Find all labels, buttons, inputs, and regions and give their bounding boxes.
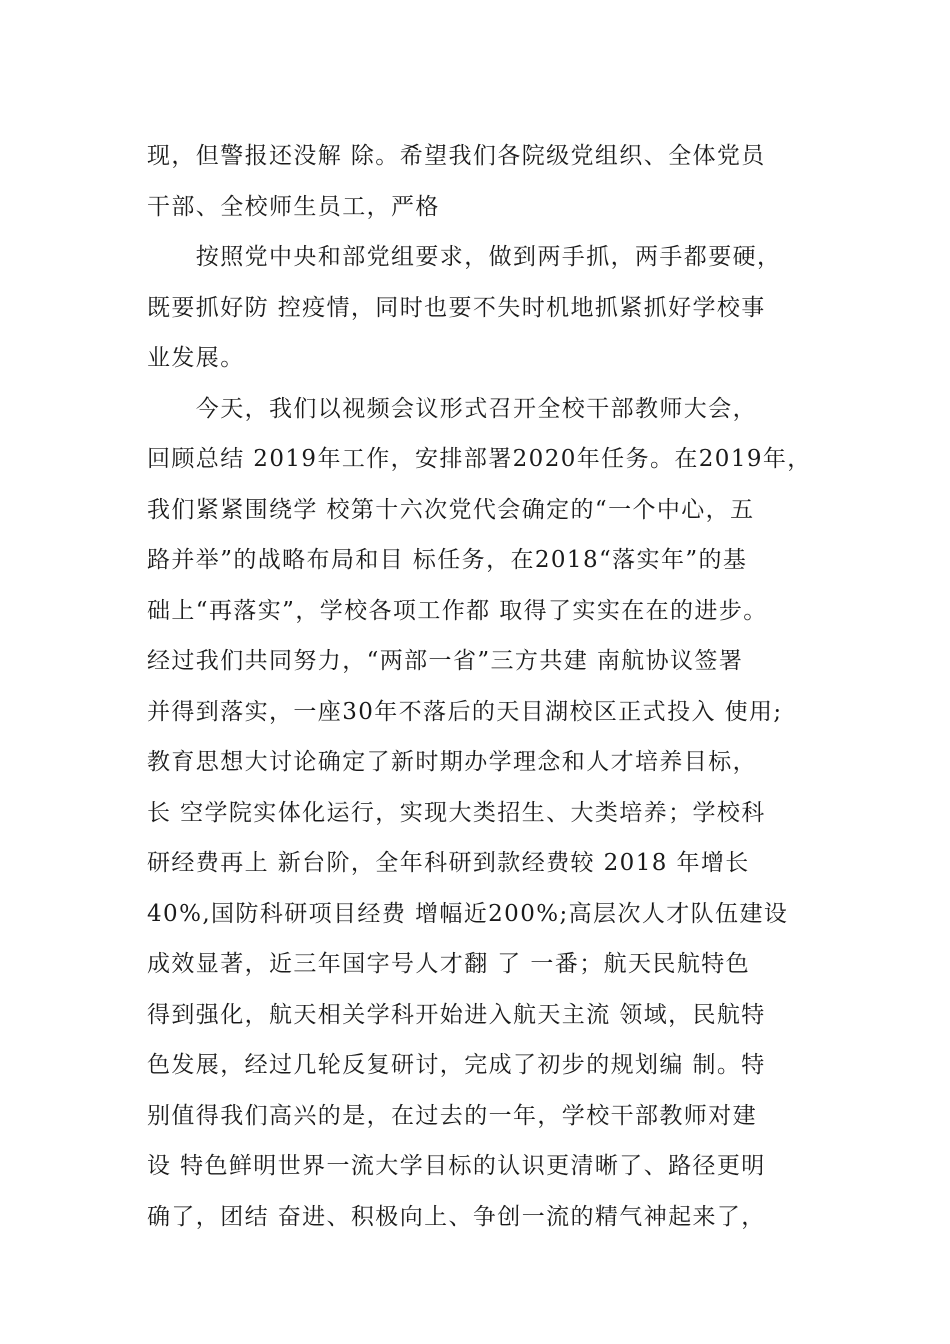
text-line: 现，但警报还没解 除。希望我们各院级党组织、全体党员 xyxy=(147,143,766,169)
text-line: 长 空学院实体化运行，实现大类招生、大类培养；学校科 xyxy=(147,799,766,826)
text-line: 础上“再落实”，学校各项工作都 取得了实实在在的进步。 xyxy=(147,597,768,624)
text-line: 今天，我们以视频会议形式召开全校干部教师大会， xyxy=(147,395,757,422)
text-line: 并得到落实，一座30年不落后的天目湖校区正式投入 使用; xyxy=(147,698,783,725)
text-line: 按照党中央和部党组要求，做到两手抓，两手都要硬， xyxy=(147,244,782,270)
text-line: 确了，团结 奋进、积极向上、争创一流的精气神起来了， xyxy=(147,1203,766,1230)
text-line: 既要抓好防 控疫情，同时也要不失时机地抓紧抓好学校事 xyxy=(147,294,766,321)
text-line: 路并举”的战略布局和目 标任务，在2018“落实年”的基 xyxy=(147,547,748,573)
text-line: 得到强化，航天相关学科开始进入航天主流 领域，民航特 xyxy=(147,1001,766,1028)
body-text xyxy=(147,131,827,1242)
text-line: 回顾总结 2019年工作，安排部署2020年任务。在2019年， xyxy=(147,446,812,472)
text-line: 业发展。 xyxy=(147,345,245,371)
text-line: 研经费再上 新台阶，全年科研到款经费较 2018 年增长 xyxy=(147,850,750,876)
text-line: 40%,国防科研项目经费 增幅近200%;高层次人才队伍建设 xyxy=(147,900,789,927)
text-line: 设 特色鲜明世界一流大学目标的认识更清晰了、路径更明 xyxy=(147,1153,766,1179)
text-line: 色发展，经过几轮反复研讨，完成了初步的规划编 制。特 xyxy=(147,1052,766,1078)
text-line: 我们紧紧围绕学 校第十六次党代会确定的“一个中心，五 xyxy=(147,496,755,523)
text-line: 教育思想大讨论确定了新时期办学理念和人才培养目标， xyxy=(147,749,757,775)
text-line: 干部、全校师生员工，严格 xyxy=(147,193,440,220)
text-line: 经过我们共同努力，“两部一省”三方共建 南航协议签署 xyxy=(147,648,744,674)
text-line: 别值得我们高兴的是，在过去的一年，学校干部教师对建 xyxy=(147,1102,757,1129)
text-line: 成效显著，近三年国字号人才翻 了 一番；航天民航特色 xyxy=(147,951,751,977)
